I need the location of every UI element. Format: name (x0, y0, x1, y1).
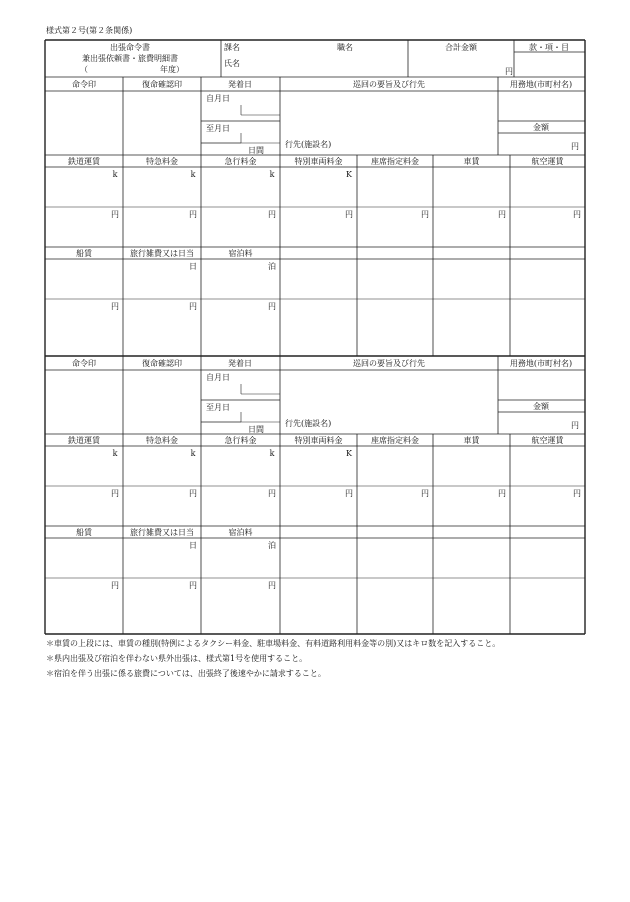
return-seal-label: 復命確認印 (142, 359, 182, 368)
fare-header-2: 宿泊料 (228, 249, 253, 258)
business-place-label: 用務地(市町村名) (509, 359, 573, 368)
days-label: 日間 (248, 146, 264, 155)
form-number: 様式第２号(第２条関係) (46, 26, 133, 35)
year-paren: （ (80, 65, 88, 74)
budget-label: 款・項・目 (529, 43, 569, 52)
fare-unit-top-2: 泊 (268, 262, 276, 271)
amount-label: 金額 (533, 123, 549, 132)
fare-header: 急行料金 (224, 436, 257, 445)
fare-unit-bottom-2: 円 (189, 581, 197, 590)
note-1: ＊車賃の上段には、車賃の種別(特例によるタクシー料金、駐車場料金、有料道路利用料金等の別)又はキロ数を記入すること。 (46, 639, 501, 648)
return-seal-label: 復命確認印 (142, 80, 182, 89)
fare-header: 鉄道運賃 (68, 436, 100, 445)
depart-arrive-label: 発着日 (228, 80, 252, 89)
fare-unit-bottom: 円 (268, 210, 276, 219)
fare-unit-top-2: 日 (189, 262, 197, 271)
fare-unit-top: K (346, 170, 352, 179)
fare-unit-bottom: 円 (111, 210, 119, 219)
fare-unit-top: k (190, 170, 196, 179)
fare-unit-bottom: 円 (498, 489, 506, 498)
doc-title-2: 兼出張依頼書・旅費明細書 (82, 54, 178, 63)
destination-label: 行先(施設名) (285, 419, 332, 428)
depart-arrive-label: 発着日 (228, 359, 252, 368)
amount-unit: 円 (571, 142, 579, 151)
fare-unit-bottom: 円 (189, 489, 197, 498)
fare-unit-bottom: 円 (573, 210, 581, 219)
to-date-label: 至月日 (206, 124, 230, 133)
fare-header: 急行料金 (224, 157, 257, 166)
fare-unit-top-2: 日 (189, 541, 197, 550)
fare-header: 特別車両料金 (294, 157, 343, 166)
fare-unit-bottom: 円 (345, 210, 353, 219)
fare-header: 車賃 (463, 436, 480, 445)
fare-unit-top: k (269, 449, 275, 458)
amount-unit: 円 (571, 421, 579, 430)
note-3: ＊宿泊を伴う出張に係る旅費については、出張終了後速やかに請求すること。 (46, 669, 326, 678)
fare-unit-bottom: 円 (498, 210, 506, 219)
fare-unit-bottom: 円 (421, 489, 429, 498)
fare-unit-top: k (190, 449, 196, 458)
fare-unit-bottom: 円 (111, 489, 119, 498)
order-seal-label: 命令印 (72, 80, 96, 89)
order-seal-label: 命令印 (72, 359, 96, 368)
name-label: 氏名 (224, 59, 240, 68)
fare-unit-bottom: 円 (189, 210, 197, 219)
purpose-label: 巡回の要旨及び行先 (353, 359, 425, 368)
fare-header: 座席指定料金 (371, 436, 419, 445)
purpose-label: 巡回の要旨及び行先 (353, 80, 425, 89)
fare-unit-bottom: 円 (421, 210, 429, 219)
fare-unit-bottom: 円 (268, 489, 276, 498)
fare-header: 特急料金 (146, 157, 178, 166)
doc-title-1: 出張命令書 (110, 43, 150, 52)
fare-unit-top: K (346, 449, 352, 458)
destination-label: 行先(施設名) (285, 140, 332, 149)
fare-header-2: 旅行雑費又は日当 (130, 528, 194, 537)
year-label: 年度） (160, 65, 184, 74)
to-date-label: 至月日 (206, 403, 230, 412)
fare-header: 航空運賃 (531, 436, 564, 445)
fare-unit-top: k (269, 170, 275, 179)
fare-header-2: 船賃 (76, 249, 92, 258)
position-label: 職名 (337, 43, 353, 52)
total-label: 合計金額 (445, 43, 477, 52)
division-label: 課名 (224, 43, 240, 52)
total-unit: 円 (505, 67, 513, 76)
fare-header: 特急料金 (146, 436, 178, 445)
fare-header: 航空運賃 (531, 157, 564, 166)
fare-unit-bottom-2: 円 (111, 302, 119, 311)
amount-label: 金額 (533, 402, 549, 411)
fare-unit-bottom-2: 円 (268, 302, 276, 311)
fare-header: 特別車両料金 (294, 436, 343, 445)
fare-unit-bottom-2: 円 (268, 581, 276, 590)
fare-header: 座席指定料金 (371, 157, 419, 166)
business-place-label: 用務地(市町村名) (509, 80, 573, 89)
from-date-label: 自月日 (206, 94, 230, 103)
from-date-label: 自月日 (206, 373, 230, 382)
fare-unit-bottom: 円 (345, 489, 353, 498)
fare-unit-top-2: 泊 (268, 541, 276, 550)
fare-header-2: 旅行雑費又は日当 (130, 249, 194, 258)
note-2: ＊県内出張及び宿泊を伴わない県外出張は、様式第1号を使用すること。 (46, 654, 308, 663)
fare-unit-bottom: 円 (573, 489, 581, 498)
fare-unit-bottom-2: 円 (111, 581, 119, 590)
fare-header: 鉄道運賃 (68, 157, 100, 166)
fare-unit-top: k (112, 449, 118, 458)
days-label: 日間 (248, 425, 264, 434)
fare-header-2: 船賃 (76, 528, 92, 537)
fare-header-2: 宿泊料 (228, 528, 253, 537)
fare-header: 車賃 (463, 157, 480, 166)
fare-unit-top: k (112, 170, 118, 179)
fare-unit-bottom-2: 円 (189, 302, 197, 311)
